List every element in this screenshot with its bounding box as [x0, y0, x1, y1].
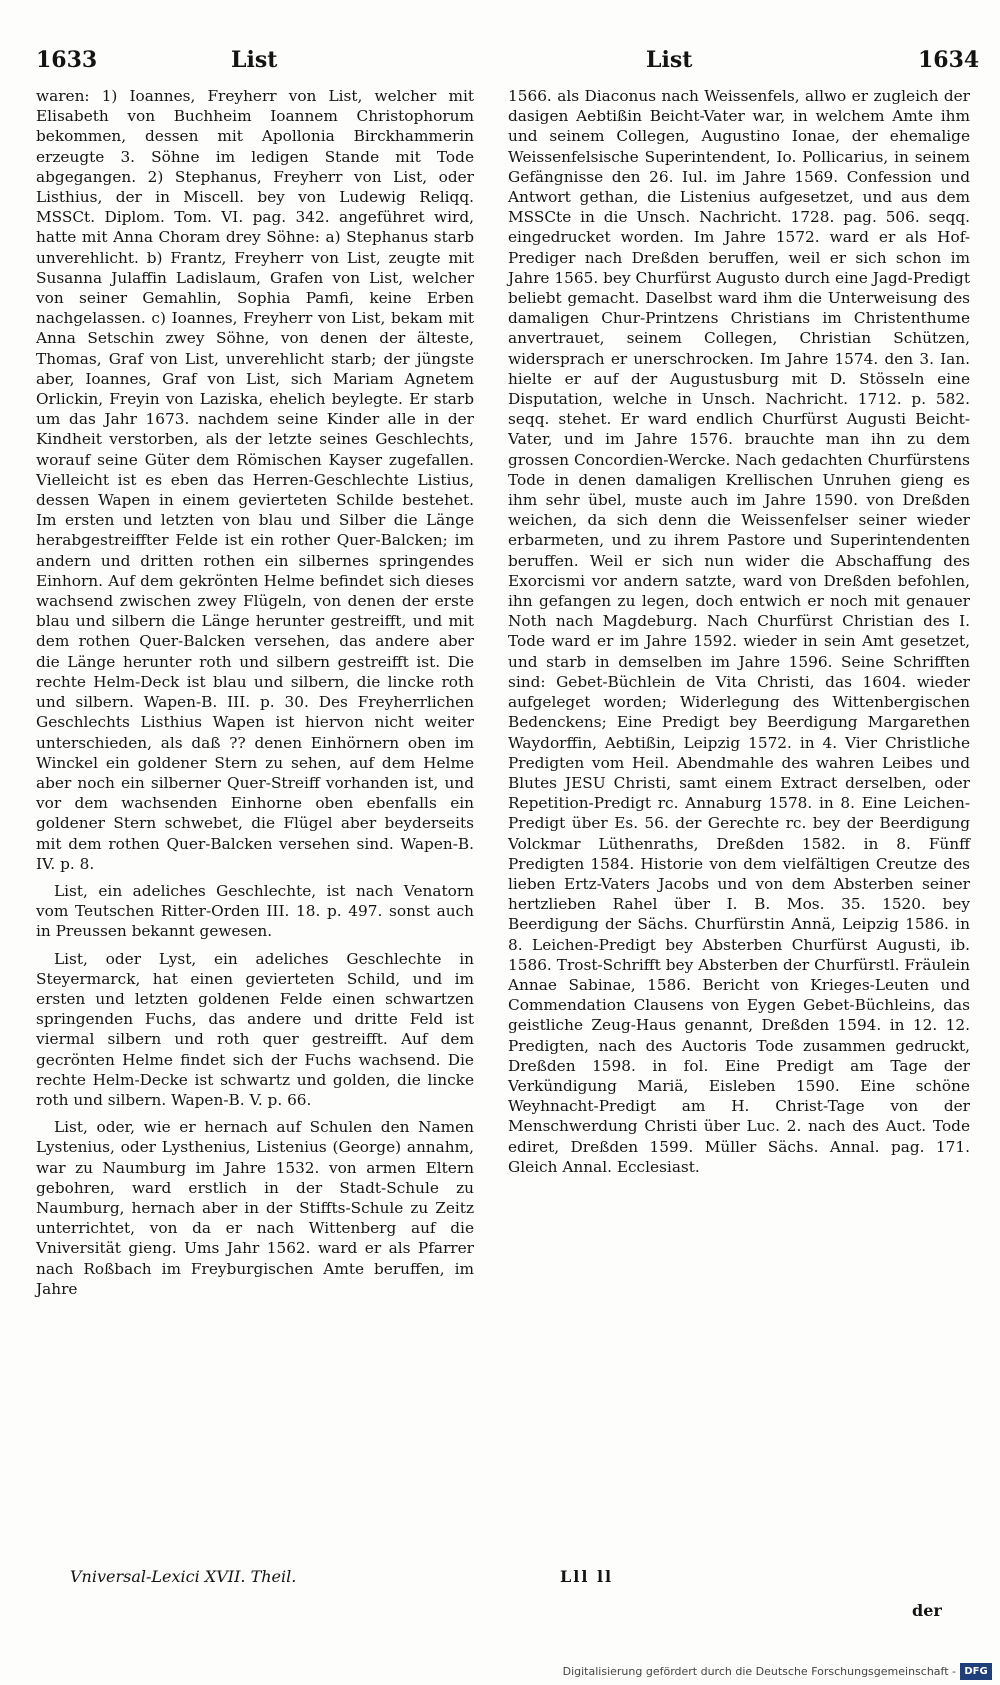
left-page-number: 1633: [36, 47, 98, 73]
right-page-header: [508, 44, 980, 76]
catchword: der: [912, 1601, 942, 1620]
signature-line: Vniversal-Lexici XVII. Theil.: [70, 1567, 297, 1586]
dfg-credit-bar: [0, 1660, 1000, 1685]
right-page-number: 1634: [918, 47, 980, 73]
left-page-header: [36, 44, 476, 76]
entry-paragraph: List, ein adeliches Geschlechte, ist nach Venatorn vom Teutschen Ritter-Orden III. 18. p. 497. sonst auch in Preussen bekannt gewesen.: [36, 881, 474, 941]
left-column: [36, 86, 474, 1299]
dfg-logo-icon: DFG: [960, 1663, 992, 1680]
entry-paragraph: waren: 1) Ioannes, Freyherr von List, welcher mit Elisabeth von Buchheim Ioannem Christophorum bekommen, dessen mit Apollonia Birckhammerin erzeugte 3. Söhne im ledigen Stande mit Tode abgegangen. 2) Stephanus, Freyherr von List, oder Listhius, der in Miscell. bey von Ludewig Reliqq. MSSCt. Diplom. Tom. VI. pag. 342. angeführet wird, hatte mit Anna Choram drey Söhne: a) Stephanus starb unverehlicht. b) Frantz, Freyherr von List, zeugte mit Susanna Julaffin Ladislaum, Grafen von List, welcher von seiner Gemahlin, Sophia Pamfi, keine Erben nachgelassen. c) Ioannes, Freyherr von List, bekam mit Anna Setschin zwey Söhne, von denen der älteste, Thomas, Graf von List, unverehlicht starb; der jüngste aber, Ioannes, Graf von List, sich Mariam Agnetem Orlickin, Freyin von Laziska, ehelich beylegte. Er starb um das Jahr 1673. nachdem seine Kinder alle in der Kindheit verstorben, als der letzte seines Geschlechts, worauf seine Güter dem Römischen Kayser zugefallen. Vielleicht ist es eben das Herren-Geschlechte Listius, dessen Wapen in einem gevierteten Schilde bestehet. Im ersten und letzten von blau und Silber die Länge herabgestreiffter Felde ist ein rother Quer-Balcken; im andern und dritten rothen ein silbernes springendes Einhorn. Auf dem gekrönten Helme befindet sich dieses wachsend zwischen zwey Flügeln, von denen der erste blau und silbern die Länge herunter gestreifft, und mit dem rothen Quer-Balcken versehen, das andere aber die Länge herunter roth und silbern gestreifft ist. Die rechte Helm-Deck ist blau und silbern, die lincke roth und silbern. Wapen-B. III. p. 30. Des Freyherrlichen Geschlechts Listhius Wapen ist hiervon nicht weiter unterschieden, als daß ?? denen Einhörnern oben im Winckel ein goldener Stern zu sehen, auf dem Helme aber noch ein silberner Quer-Streiff vorhanden ist, und vor dem wachsenden Einhorne oben ebenfalls ein goldener Stern schwebet, die Flügel aber beyderseits mit dem rothen Quer-Balcken versehen sind. Wapen-B. IV. p. 8.: [36, 87, 474, 873]
right-column: [508, 86, 970, 1177]
entry-paragraph: List, oder, wie er hernach auf Schulen den Namen Lystenius, oder Lysthenius, Listenius (George) annahm, war zu Naumburg im Jahre 1532. von armen Eltern gebohren, ward erstlich in der Stadt-Schule zu Naumburg, hernach aber in der Stiffts-Schule zu Zeitz unterrichtet, von da er nach Wittenberg auf die Vniversität gieng. Ums Jahr 1562. ward er als Pfarrer nach Roßbach im Freyburgischen Amte beruffen, im Jahre: [36, 1118, 474, 1298]
left-running-title: List: [231, 47, 278, 73]
entry-paragraph: 1566. als Diaconus nach Weissenfels, allwo er zugleich der dasigen Aebtißin Beicht-Vater war, in welchem Amte ihm und seinem Collegen, Augustino Ionae, der ehemalige Weissenfelsische Superintendent, Io. Pollicarius, in seinem Gefängnisse den 26. Iul. im Jahre 1569. Confession und Antwort gethan, die Listenius aufgesetzet, und aus dem MSSCte in die Unsch. Nachricht. 1728. pag. 506. seqq. eingedrucket worden. Im Jahre 1572. ward er als Hof-Prediger nach Dreßden beruffen, weil er sich schon im Jahre 1565. bey Churfürst Augusto durch eine Jagd-Predigt beliebt gemacht. Daselbst ward ihm die Unterweisung des damaligen Chur-Printzens Christians im Christenthume anvertrauet, seinem Collegen, Christian Schützen, widersprach er unerschrocken. Im Jahre 1574. den 3. Ian. hielte er auf der Augustusburg mit D. Stösseln eine Disputation, welche in Unsch. Nachricht. 1712. p. 582. seqq. stehet. Er ward endlich Churfürst Augusti Beicht-Vater, und im Jahre 1576. brauchte man ihn zu dem grossen Concordien-Wercke. Nach gedachten Churfürstens Tode in denen damaligen Krellischen Unruhen gieng es ihm sehr übel, muste auch im Jahre 1590. von Dreßden weichen, da sich denn die Weissenfelser seiner wieder erbarmeten, und zu ihrem Pastore und Superintendenten beruffen. Weil er sich nun wider die Abschaffung des Exorcismi vor andern satzte, ward von Dreßden befohlen, ihn gefangen zu legen, doch entwich er noch mit genauer Noth nach Magdeburg. Nach Churfürst Christian des I. Tode ward er im Jahre 1592. wieder in sein Amt gesetzet, und starb in demselben im Jahre 1596. Seine Schrifften sind: Gebet-Büchlein de Vita Christi, das 1604. wieder aufgeleget worden; Widerlegung des Wittenbergischen Bedenckens; Eine Predigt bey Beerdigung Margarethen Waydorffin, Aebtißin, Leipzig 1572. in 4. Vier Christliche Predigten vom Heil. Abendmahle des wahren Leibes und Blutes JESU Christi, samt einem Extract derselben, oder Repetition-Predigt rc. Annaburg 1578. in 8. Eine Leichen-Predigt über Es. 56. der Gerechte rc. bey der Beerdigung Volckmar Lüthenraths, Dreßden 1582. in 8. Fünff Predigten 1584. Historie von dem vielfältigen Creutze des lieben Ertz-Vaters Jacobs und von dem Absterben seiner hertzlieben Rahel über I. B. Mos. 35. 1520. bey Beerdigung der Sächs. Churfürstin Annä, Leipzig 1586. in 8. Leichen-Predigt bey Absterben Churfürst Augusti, ib. 1586. Trost-Schrifft bey Absterben der Churfürstl. Fräulein Annae Sabinae, 1586. Bericht von Krieges-Leuten und Commendation Clausens von Eygen Gebet-Büchleins, das geistliche Zeug-Haus genannt, Dreßden 1594. in 12. 12. Predigten, nach des Auctoris Tode zusammen gedruckt, Dreßden 1598. in fol. Eine Predigt am Tage der Verkündigung Mariä, Eisleben 1590. Eine schöne Weyhnacht-Predigt am H. Christ-Tage von der Menschwerdung Christi über Luc. 2. nach des Auct. Tode ediret, Dreßden 1599. Müller Sächs. Annal. pag. 171. Gleich Annal. Ecclesiast.: [508, 87, 970, 1176]
right-running-title: List: [646, 47, 693, 73]
signature-mark: Lll ll: [560, 1567, 614, 1586]
entry-paragraph: List, oder Lyst, ein adeliches Geschlechte in Steyermarck, hat einen gevierteten Schild, und im ersten und letzten goldenen Felde einen schwartzen springenden Fuchs, das andere und dritte Feld ist viermal silbern und roth quer gestreifft. Auf dem gecrönten Helme findet sich der Fuchs wachsend. Die rechte Helm-Decke ist schwartz und golden, die lincke roth und silbern. Wapen-B. V. p. 66.: [36, 949, 474, 1109]
dfg-credit-text: Digitalisierung gefördert durch die Deutsche Forschungsgemeinschaft -: [562, 1665, 956, 1678]
